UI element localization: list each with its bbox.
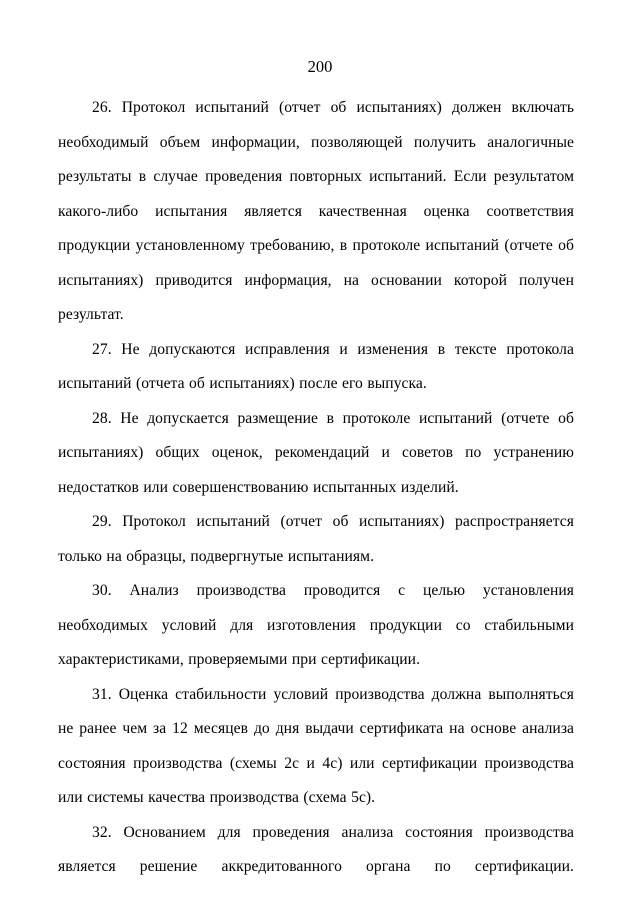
paragraph-32: 32. Основанием для проведения анализа состояния производства является решение аккредитованного органа по сертификации. <box>58 823 574 875</box>
paragraph-30: 30. Анализ производства проводится с целью установления необходимых условий для изготовления продукции со стабильными характеристиками, проверяемыми при сертификации. <box>58 582 574 668</box>
paragraph-31: 31. Оценка стабильности условий производства должна выполняться не ранее чем за 12 месяцев до дня выдачи сертификата на основе анализа состояния производства (схемы 2с и 4с) или сертификации производства или системы качества производства (схема 5с). <box>58 685 574 806</box>
paragraph-29: 29. Протокол испытаний (отчет об испытаниях) распространяется только на образцы, подвергнутые испытаниям. <box>58 513 574 565</box>
document-body <box>58 91 574 885</box>
paragraph-27: 27. Не допускаются исправления и изменения в тексте протокола испытаний (отчета об испытаниях) после его выпуска. <box>58 340 574 392</box>
paragraph-28: 28. Не допускается размещение в протоколе испытаний (отчете об испытаниях) общих оценок, рекомендаций и советов по устранению недостатков или совершенствованию испытанных изделий. <box>58 409 574 496</box>
page-number: 200 <box>307 57 333 76</box>
paragraph-26: 26. Протокол испытаний (отчет об испытаниях) должен включать необходимый объем информации, позволяющей получить аналогичные результаты в случае проведения повторных испытаний. Если результатом какого-либо испытания является качественная оценка соответствия продукции установленному требованию, в протоколе испытаний (отчете об испытаниях) приводится информация, на основании которой получен результат. <box>58 99 574 323</box>
